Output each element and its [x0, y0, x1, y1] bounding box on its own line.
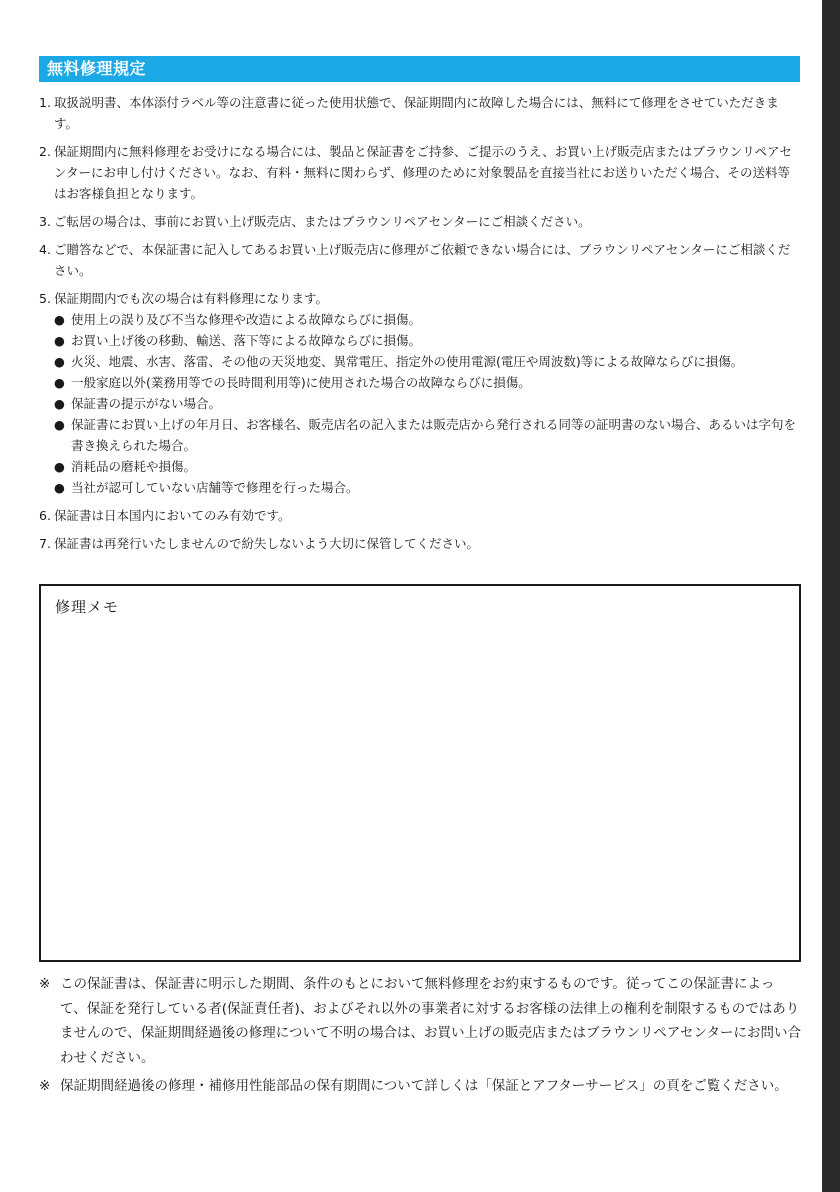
paid-repair-case: ● 火災、地震、水害、落雷、その他の天災地変、異常電圧、指定外の使用電源(電圧や周波数)等による故障ならびに損傷。 [54, 351, 801, 372]
note-mark: ※ [39, 1078, 51, 1094]
rule-item [39, 288, 801, 498]
section-heading-text: 無料修理規定 [47, 59, 147, 78]
notes-list [39, 972, 801, 1103]
rule-number: 4. [39, 242, 51, 257]
note-text: 保証期間経過後の修理・補修用性能部品の保有期間について詳しくは「保証とアフターサービス」の頁をご覧ください。 [60, 1078, 788, 1094]
rule-text: 取扱説明書、本体添付ラベル等の注意書に従った使用状態で、保証期間内に故障した場合には、無料にて修理をさせていただきます。 [54, 95, 779, 131]
rules-list [39, 92, 801, 561]
paid-repair-case: ● お買い上げ後の移動、輸送、落下等による故障ならびに損傷。 [54, 330, 801, 351]
paid-repair-case: ● 当社が認可していない店舗等で修理を行った場合。 [54, 477, 801, 498]
rule-text: 保証書は再発行いたしませんので紛失しないよう大切に保管してください。 [54, 536, 480, 551]
note-item [39, 972, 801, 1070]
paid-repair-case: ● 保証書にお買い上げの年月日、お客様名、販売店名の記入または販売店から発行される同等の証明書のない場合、あるいは字句を書き換えられた場合。 [54, 414, 801, 456]
rule-number: 1. [39, 95, 51, 110]
rule-item [39, 92, 801, 134]
rule-text: ご転居の場合は、事前にお買い上げ販売店、またはブラウンリペアセンターにご相談ください。 [54, 214, 591, 229]
paid-repair-case: ● 使用上の誤り及び不当な修理や改造による故障ならびに損傷。 [54, 309, 801, 330]
rule-item [39, 211, 801, 232]
note-text: この保証書は、保証書に明示した期間、条件のもとにおいて無料修理をお約束するものです。従ってこの保証書によって、保証を発行している者(保証責任者)、およびそれ以外の事業者に対するお客様の法律上の権利を制限するものではありませんので、保証期間経過後の修理について不明の場合は、お買い上げの販売店またはブラウンリペアセンターにお問い合わせください。 [60, 976, 802, 1066]
rule-number: 6. [39, 508, 51, 523]
repair-memo-box[interactable] [39, 584, 801, 962]
repair-memo-title: 修理メモ [55, 598, 120, 616]
side-tab [822, 0, 840, 1192]
rule-item [39, 505, 801, 526]
paid-repair-case: ● 保証書の提示がない場合。 [54, 393, 801, 414]
paid-repair-case: ● 消耗品の磨耗や損傷。 [54, 456, 801, 477]
note-item [39, 1074, 801, 1099]
rule-text: 保証期間内でも次の場合は有料修理になります。 [54, 291, 329, 306]
paid-repair-cases-list [54, 309, 801, 498]
rule-text: 保証期間内に無料修理をお受けになる場合には、製品と保証書をご持参、ご提示のうえ、お買い上げ販売店またはブラウンリペアセンターにお申し付けください。なお、有料・無料に関わらず、修理のために対象製品を直接当社にお送りいただく場合、その送料等はお客様負担となります。 [54, 144, 792, 201]
section-heading [39, 56, 800, 82]
rule-item [39, 533, 801, 554]
rule-item [39, 239, 801, 281]
rule-number: 7. [39, 536, 51, 551]
rule-number: 2. [39, 144, 51, 159]
paid-repair-case: ● 一般家庭以外(業務用等での長時間利用等)に使用された場合の故障ならびに損傷。 [54, 372, 801, 393]
rule-number: 5. [39, 291, 51, 306]
rule-text: 保証書は日本国内においてのみ有効です。 [54, 508, 291, 523]
rule-item [39, 141, 801, 204]
rule-text: ご贈答などで、本保証書に記入してあるお買い上げ販売店に修理がご依頼できない場合には、ブラウンリペアセンターにご相談ください。 [54, 242, 791, 278]
note-mark: ※ [39, 976, 51, 992]
rule-number: 3. [39, 214, 51, 229]
